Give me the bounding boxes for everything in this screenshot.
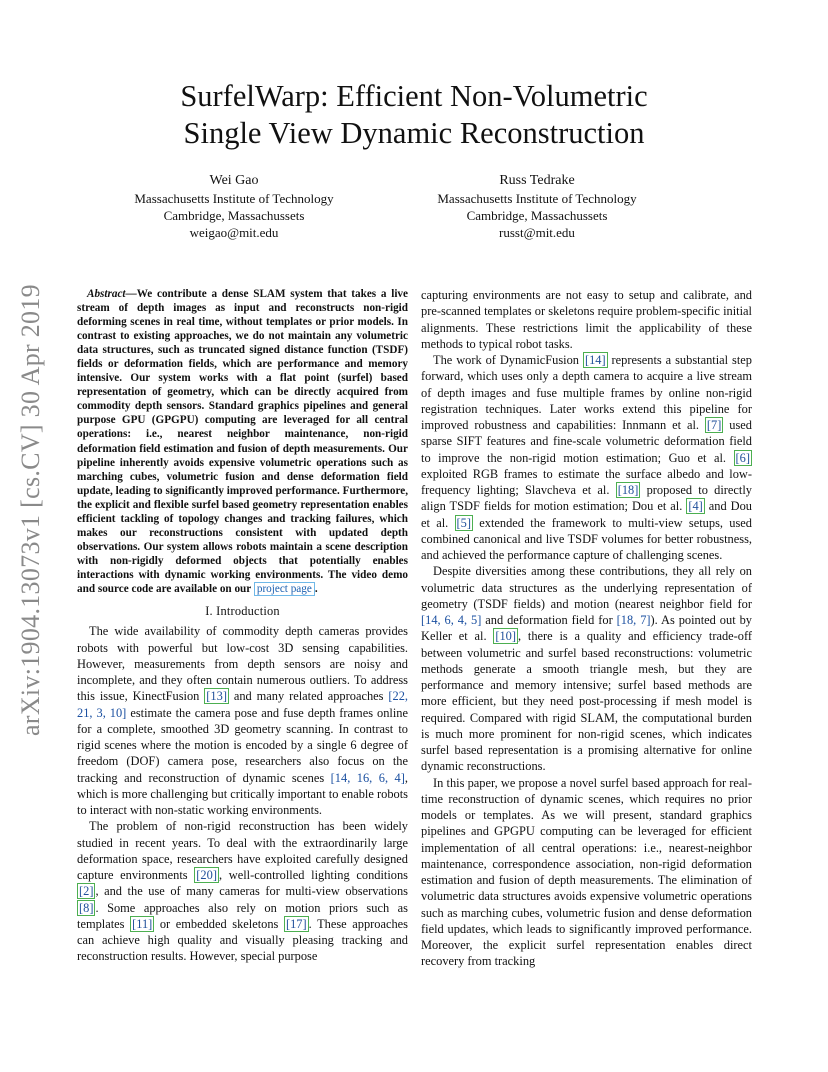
text-run: The problem of non-rigid reconstruction has been widely studied in recent years. To deal with the extraordinarily large deformation space, researchers have exploited carefully designed capture environments	[77, 819, 408, 883]
text-run: used sparse SIFT features and fine-scale volumetric deformation field to improve the non-rigid motion estimation; Guo et al.	[421, 418, 752, 465]
text-run: . Some approaches also rely on motion priors such as templates	[77, 900, 408, 931]
abstract-body: —We contribute a dense SLAM system that takes a live stream of depth images as input and reconstructs non-rigid deforming scenes in real time, without templates or prior models. In contrast to existing approaches, we do not maintain any volumetric data structures, such as truncated signed distance function (TSDF) fields or deformation fields, which are performance and memory intensive. Our system works with a flat point (surfel) based representation of geometry, which can be directly acquired from commodity depth sensors. Standard graphics pipelines and general purpose GPU (GPGPU) computing are leveraged for all central operations: i.e., nearest neighbor maintenance, non-rigid deformation field estimation and fusion of depth measurements. Our pipeline inherently avoids expensive volumetric operations such as marching cubes, volumetric fusion and dense deformation field update, leading to significantly improved performance. Furthermore, the explicit and flexible surfel based geometry representation enables efficient tackling of topology changes and tracking failures, which makes our reconstructions consistent with updated depth observations. Our system allows robots maintain a scene description with non-rigidly deformed objects that potentially enables interactions with dynamic working environments. The video demo and source code are available on our	[77, 288, 408, 595]
paper-title	[0, 78, 828, 152]
text-run: estimate the camera pose and fuse depth frames online for a complete, smoothed 3D geometry scanning. In contrast to rigid scenes where the motion is encoded by a single 6 degree of freedom (DOF) camera pose, researchers also focus on the tracking and reconstruction of dynamic scenes	[77, 705, 408, 785]
text-run: or embedded skeletons	[154, 916, 284, 931]
text-run: The work of DynamicFusion	[433, 353, 583, 367]
paragraph-dynamicfusion	[421, 352, 752, 563]
left-column	[77, 287, 408, 965]
paragraph-volumetric	[421, 563, 752, 774]
author-location: Cambridge, Massachussets	[466, 208, 608, 223]
text-run: , and the use of many cameras for multi-view observations	[95, 884, 408, 899]
text-run: . These approaches can achieve high quality and visually pleasing tracking and reconstruction results. However, special purpose	[77, 916, 408, 964]
author-affiliation: Massachusetts Institute of Technology	[134, 191, 334, 206]
author-email[interactable]: weigao@mit.edu	[189, 225, 279, 240]
citation-link[interactable]: [18]	[617, 483, 639, 497]
project-page-link[interactable]: project page	[254, 582, 315, 596]
text-run: ). As pointed out by Keller et al.	[421, 613, 752, 644]
paragraph-continued: capturing environments are not easy to setup and calibrate, and pre-scanned templates or skeletons require problem-specific initial alignments. These restrictions limit the applicability of these methods to typical robot tasks.	[421, 288, 752, 351]
text-run: represents a substantial step forward, which uses only a depth camera to acquire a live stream of depth images and fuse multiple frames by online non-rigid registration techniques. Later works extend this pipeline for improved robustness and capabilities: Innmann et al.	[421, 353, 752, 432]
text-run: exploited RGB frames to estimate the surface albedo and low-frequency lighting; Slavcheva et al.	[421, 466, 752, 497]
paragraph-intro-1	[77, 623, 408, 818]
text-run: , there is a quality and efficiency trade-off between volumetric and surfel based reconstructions: volumetric methods generate a smooth triangle mesh, but they are performance and memory intensive; surfel based methods are more efficient, but they need post-processing if mesh model is required. Compared with rigid SLAM, the computational burden is much more prominent for non-rigid scenes, which indicates surfel based representation is a promising alternative for online dynamic reconstructions.	[421, 629, 752, 774]
text-run: The wide availability of commodity depth cameras provides robots with powerful but low-cost 3D sensing capabilities. However, measurements from depth sensors are noisy and incomplete, and they often contain numerous outliers. To address this issue, KinectFusion	[77, 624, 408, 704]
arxiv-identifier: arXiv:1904.13073v1 [cs.CV] 30 Apr 2019	[16, 284, 45, 736]
citation-link[interactable]: [20]	[196, 868, 217, 883]
title-line-1: SurfelWarp: Efficient Non-Volumetric	[180, 79, 648, 113]
abstract-end: .	[314, 582, 318, 595]
citation-link[interactable]: [17]	[285, 916, 307, 931]
arxiv-sidebar-stamp	[8, 285, 54, 735]
author-affiliation: Massachusetts Institute of Technology	[437, 191, 637, 206]
author-location: Cambridge, Massachussets	[163, 208, 305, 223]
text-run: , which is more challenging but critically important to enable robots to interact with non-static working environments.	[77, 770, 408, 818]
citation-link[interactable]: [4]	[688, 499, 703, 514]
title-line-2: Single View Dynamic Reconstruction	[183, 116, 645, 150]
abstract	[77, 287, 408, 596]
paragraph-this-paper: In this paper, we propose a novel surfel based approach for real-time reconstruction of dynamic scenes, which requires no prior models or templates. As we will present, standard graphics pipelines and GPGPU computing can be leveraged for efficient implementation of all central operations: i.e., nearest-neighbor maintenance, correspondence association, non-rigid deformation estimation and fusion of depth measurements. The elimination of volumetric data structures avoids expensive volumetric operations such as marching cubes, volumetric fusion and dense deformation field updates, which leads to significantly improved performance. Moreover, the explicit surfel representation enables direct recovery from tracking	[421, 775, 752, 969]
right-column	[421, 287, 752, 970]
paragraph-intro-2	[77, 818, 408, 964]
text-run: proposed to directly align TSDF fields for motion estimation; Dou et al.	[421, 483, 752, 514]
citation-link[interactable]: [11]	[132, 916, 153, 931]
citation-link[interactable]: [18, 7]	[616, 613, 651, 627]
section-heading-introduction: I. Introduction	[205, 604, 280, 619]
text-run: , well-controlled lighting conditions	[218, 868, 408, 883]
citation-link[interactable]: [6]	[735, 450, 750, 465]
text-run: and deformation field for	[481, 613, 617, 627]
text-run: and many related approaches	[228, 689, 389, 704]
citation-link[interactable]: [14, 6, 4, 5]	[421, 613, 482, 627]
citation-link[interactable]: [2]	[79, 884, 94, 899]
text-run: Despite diversities among these contributions, they all rely on volumetric data structures as the underlying representation of geometry (TSDF fields) and motion (nearest neighbor field for	[421, 564, 752, 611]
abstract-lead: Abstract	[87, 288, 126, 300]
citation-link[interactable]: [14, 16, 6, 4]	[330, 770, 405, 785]
text-run: and Dou et al.	[421, 499, 752, 530]
citation-link[interactable]: [14]	[584, 353, 606, 367]
author-email[interactable]: russt@mit.edu	[499, 225, 575, 240]
text-run: extended the framework to multi-view setups, used combined canonical and live TSDF volumes for better robustness, and achieved the performance capture of challenging scenes.	[421, 515, 752, 562]
citation-link[interactable]: [8]	[79, 900, 94, 915]
citation-link[interactable]: [22, 21, 3, 10]	[77, 689, 408, 720]
author-block-2	[377, 172, 697, 241]
citation-link[interactable]: [5]	[456, 515, 471, 530]
author-name: Wei Gao	[209, 173, 259, 188]
author-name: Russ Tedrake	[499, 173, 575, 188]
citation-link[interactable]: [10]	[495, 629, 517, 644]
author-block-1	[74, 172, 394, 241]
citation-link[interactable]: [7]	[706, 418, 722, 432]
citation-link[interactable]: [13]	[206, 689, 227, 704]
